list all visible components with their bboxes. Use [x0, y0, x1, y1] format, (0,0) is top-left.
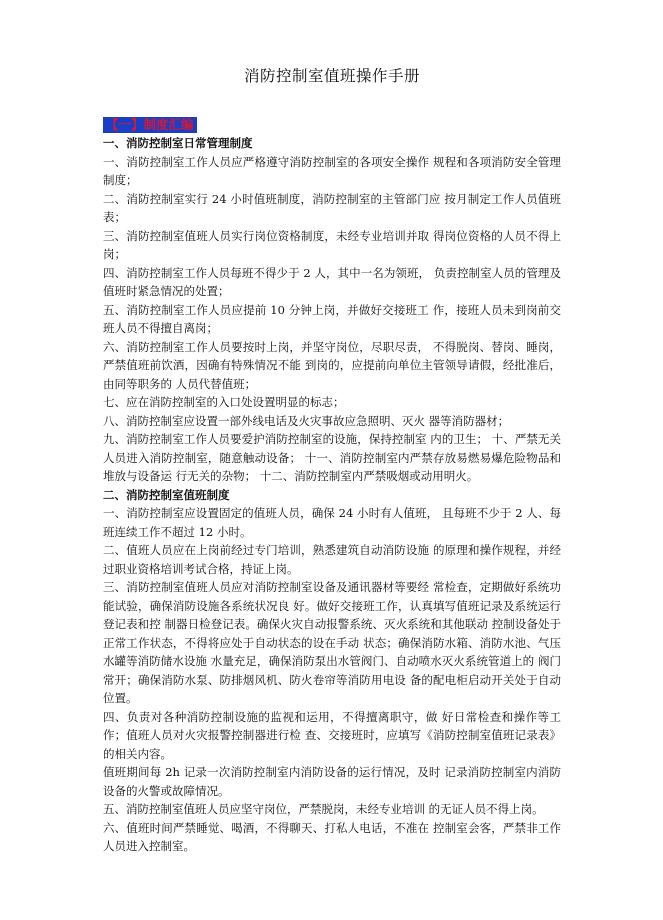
section-tag	[103, 117, 197, 133]
paragraph: 二、值班人员应在上岗前经过专门培训，熟悉建筑自动消防设施 的原理和操作规程，并经过职业资格培训考试合格，持证上岗。	[103, 543, 561, 576]
section-heading-duty-system: 二、消防控制室值班制度	[103, 487, 230, 502]
paragraph: 六、值班时间严禁睡觉、喝酒，不得聊天、打私人电话，不准在 控制室会客，严禁非工作人员进入控制室。	[103, 820, 561, 853]
paragraph: 四、负责对各种消防控制设施的监视和运用，不得擅离职守，做 好日常检查和操作等工作；值班人员对火灾报警控制器进行检 查、交接班时，应填写《消防控制室值班记录表》的相关内容。	[103, 709, 561, 761]
paragraph: 六、消防控制室工作人员要按时上岗，并坚守岗位，尽职尽责， 不得脱岗、替岗、睡岗，严禁值班前饮酒，因确有特殊情况不能 到岗的，应提前向单位主管领导请假，经批准后，由同等职务的 人员代替值班；	[103, 339, 561, 391]
paragraph: 九、消防控制室工作人员要爱护消防控制室的设施，保持控制室 内的卫生； 十、严禁无关人员进入消防控制室，随意触动设备； 十一、消防控制室内严禁存放易燃易爆危险物品和堆放与设备运 行无关的杂物； 十二、消防控制室内严禁吸烟或动用明火。	[103, 432, 561, 483]
section-tag-number: 一	[118, 117, 132, 132]
section-heading-daily-management: 一、消防控制室日常管理制度	[103, 136, 253, 150]
section-tag-label: 制度汇编	[143, 117, 194, 132]
paragraph: 四、消防控制室工作人员每班不得少于 2 人，其中一名为领班， 负责控制室人员的管理及值班时紧急情况的处置；	[103, 265, 561, 298]
section-tag-close: 】	[131, 117, 144, 132]
paragraph: 值班期间每 2h 记录一次消防控制室内消防设备的运行情况，及时 记录消防控制室内消防设备的火警或故障情况。	[103, 765, 561, 798]
paragraph: 八、消防控制室应设置一部外线电话及火灾事故应急照明、灭火 器等消防器材；	[103, 413, 510, 428]
paragraph: 二、消防控制室实行 24 小时值班制度，消防控制室的主管部门应 按月制定工作人员值班表；	[103, 191, 561, 224]
paragraph: 三、消防控制室值班人员实行岗位资格制度，未经专业培训并取 得岗位资格的人员不得上岗；	[103, 228, 561, 261]
section-tag-open: 【	[106, 117, 119, 132]
paragraph: 五、消防控制室值班人员应坚守岗位，严禁脱岗，未经专业培训 的无证人员不得上岗。	[103, 802, 544, 816]
page-title: 消防控制室值班操作手册	[243, 67, 420, 85]
paragraph: 七、应在消防控制室的入口处设置明显的标志；	[103, 395, 345, 409]
paragraph: 一、消防控制室应设置固定的值班人员，确保 24 小时有人值班， 且每班不少于 2 人、每班连续工作不超过 12 小时。	[103, 506, 561, 539]
paragraph: 五、消防控制室工作人员应提前 10 分钟上岗，并做好交接班工 作，接班人员未到岗前交班人员不得擅自离岗；	[103, 302, 561, 335]
document-page	[103, 64, 561, 856]
paragraph: 三、消防控制室值班人员应对消防控制室设备及通讯器材等要经 常检查，定期做好系统功能试验，确保消防设施各系统状况良 好。做好交接班工作，认真填写值班记录及系统运行登记表和控 制器日检登记表。确保火灾自动报警系统、灭火系统和其他联动 控制设备处于正常工作状态，不得将应处于自动状态的设在手动 状态；确保消防水箱、消防水池、气压水罐等消防储水设施 水量充足，确保消防泵出水管阀门、自动喷水灭火系统管道上的 阀门常开；确保消防水泵、防排烟风机、防火卷帘等消防用电设 备的配电柜启动开关处于自动位置。	[103, 580, 561, 705]
paragraph: 一、消防控制室工作人员应严格遵守消防控制室的各项安全操作 规程和各项消防安全管理制度；	[103, 154, 561, 187]
